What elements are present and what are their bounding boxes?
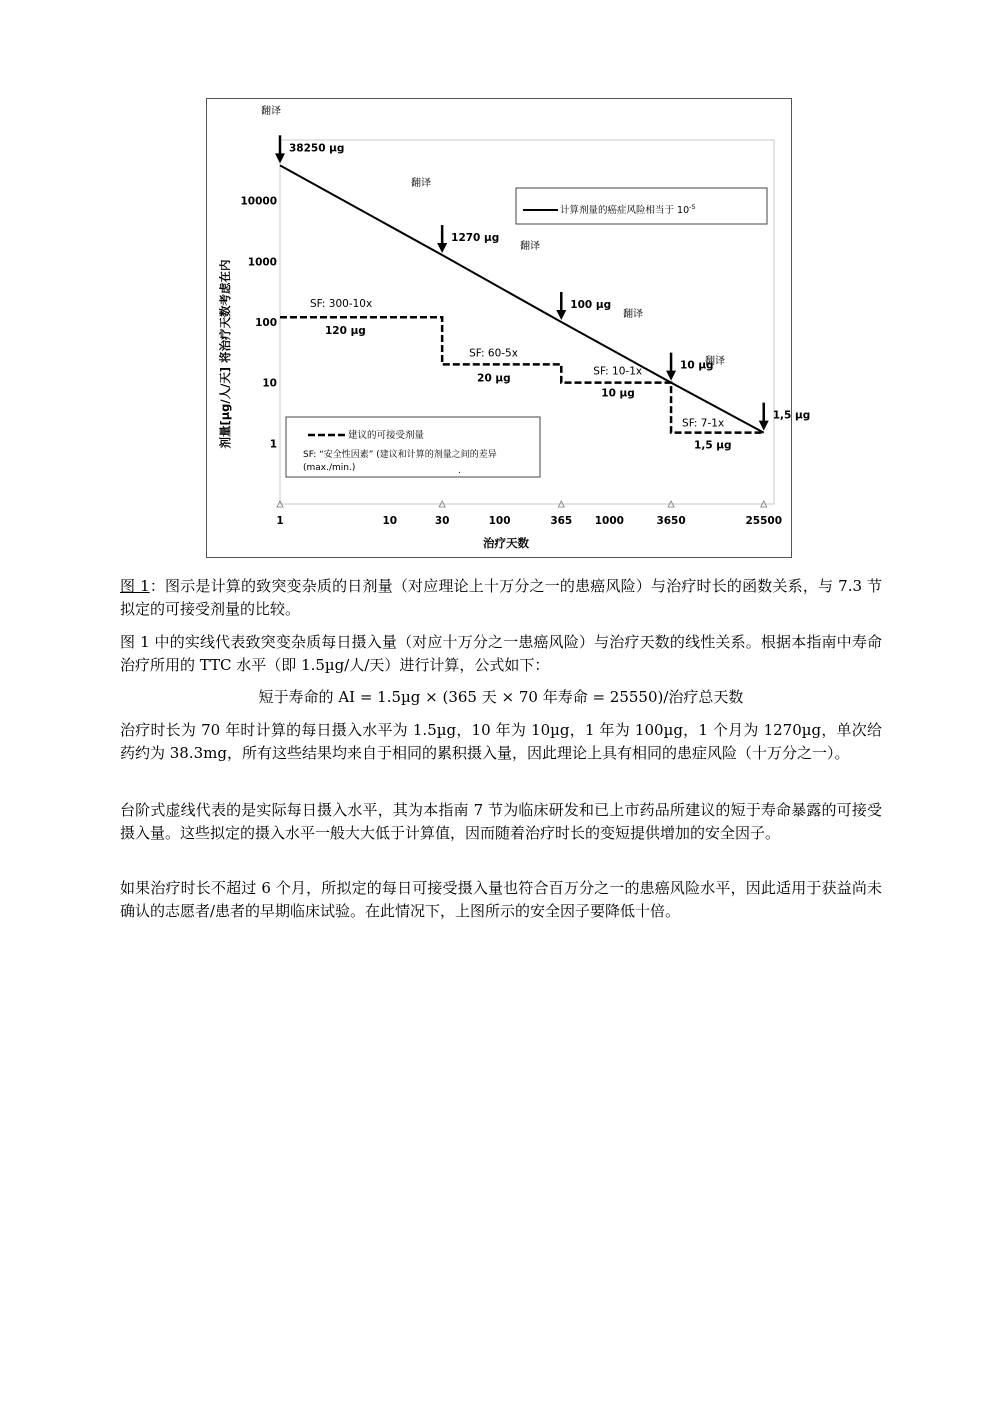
legend-dashed-label: 建议的可接受剂量 bbox=[348, 430, 425, 441]
step-dose-label: 120 µg bbox=[325, 325, 366, 338]
figure bbox=[206, 98, 811, 558]
y-tick-label: 1000 bbox=[247, 256, 277, 269]
paragraph-1: 图 1 中的实线代表致突变杂质每日摄入量（对应十万分之一患癌风险）与治疗天数的线性关系。根据本指南中寿命治疗所用的 TTC 水平（即 1.5µg/人/天）进行计算，公式如下： bbox=[120, 633, 882, 674]
x-tick-label: 1000 bbox=[594, 515, 624, 527]
translate-label: 翻译 bbox=[705, 356, 725, 367]
legend-sf-line2: (max./min.) bbox=[303, 463, 356, 473]
legend-solid-label: 计算剂量的癌症风险相当于 10 bbox=[560, 205, 690, 216]
legend-solid-box bbox=[516, 188, 767, 224]
translate-label: 翻译 bbox=[411, 178, 431, 189]
y-axis-label: 剂量[µg/人/天] 将治疗天数考虑在内 bbox=[218, 259, 232, 449]
arrow-dose-label: 38250 µg bbox=[289, 142, 345, 155]
x-tick-label: 3650 bbox=[656, 515, 686, 527]
y-tick-label: 1 bbox=[269, 438, 277, 451]
x-axis-label: 治疗天数 bbox=[483, 536, 529, 550]
x-tick-label: 30 bbox=[434, 515, 450, 527]
step-safety-factor-label: SF: 10-1x bbox=[593, 365, 643, 378]
step-safety-factor-label: SF: 7-1x bbox=[682, 417, 725, 430]
paragraph-2: 治疗时长为 70 年时计算的每日摄入水平为 1.5µg，10 年为 10µg，1 年为 100µg，1 个月为 1270µg，单次给药约为 38.3mg，所有这些结果均来自于相同的累积摄入量，因此理论上具有相同的患症风险（十万分之一）。 bbox=[120, 721, 882, 762]
step-dose-label: 10 µg bbox=[601, 387, 635, 400]
x-tick-label: 100 bbox=[488, 515, 511, 527]
y-tick-label: 100 bbox=[255, 317, 277, 329]
step-dose-label: 20 µg bbox=[477, 372, 511, 385]
step-safety-factor-label: SF: 300-10x bbox=[310, 298, 373, 311]
legend-solid-exponent: -5 bbox=[689, 203, 696, 211]
legend-sf-line1: SF: “安全性因素” (建议和计算的剂量之间的差异 bbox=[303, 450, 497, 460]
x-tick-label: 365 bbox=[550, 515, 573, 527]
corner-translate-label: 翻译 bbox=[261, 106, 281, 117]
step-dose-label: 1,5 µg bbox=[694, 439, 732, 452]
step-safety-factor-label: SF: 60-5x bbox=[469, 347, 518, 360]
arrow-dose-label: 100 µg bbox=[570, 299, 612, 311]
y-tick-label: 10000 bbox=[240, 195, 277, 208]
caption-label: 图 1 bbox=[120, 577, 150, 595]
figure-caption bbox=[120, 575, 882, 621]
arrow-dose-label: 1270 µg bbox=[451, 232, 500, 245]
paragraph-4: 如果治疗时长不超过 6 个月，所拟定的每日可接受摄入量也符合百万分之一的患癌风险水平，因此适用于获益尚未确认的志愿者/患者的早期临床试验。在此情况下，上图所示的安全因子要降低十倍。 bbox=[120, 879, 882, 920]
y-tick-label: 10 bbox=[262, 377, 277, 390]
translate-label: 翻译 bbox=[623, 309, 643, 320]
legend-mark: . bbox=[458, 466, 461, 476]
paragraph-3: 台阶式虚线代表的是实际每日摄入水平，其为本指南 7 节为临床研发和已上市药品所建议的短于寿命暴露的可接受摄入量。这些拟定的摄入水平一般大大低于计算值，因而随着治疗时长的变短提供增加的安全因子。 bbox=[120, 801, 882, 842]
x-tick-label: 10 bbox=[382, 515, 398, 527]
legend-dashed-box bbox=[286, 417, 540, 477]
dose-chart bbox=[207, 99, 811, 559]
svg-text:计算剂量的癌症风险相当于 10-5 bbox=[560, 203, 696, 216]
arrow-dose-label: 1,5 µg bbox=[772, 409, 811, 422]
caption-text: ：图示是计算的致突变杂质的日剂量（对应理论上十万分之一的患癌风险）与治疗时长的函数关系，与 7.3 节拟定的可接受剂量的比较。 bbox=[120, 577, 882, 618]
x-tick-label: 1 bbox=[276, 515, 284, 527]
x-tick-label: 25500 bbox=[745, 515, 783, 527]
translate-label: 翻译 bbox=[520, 241, 540, 252]
arrow-dose-label: 10 µg bbox=[680, 359, 714, 372]
formula: 短于寿命的 AI = 1.5µg × (365 天 × 70 年寿命 = 25550)/治疗总天数 bbox=[258, 688, 744, 706]
